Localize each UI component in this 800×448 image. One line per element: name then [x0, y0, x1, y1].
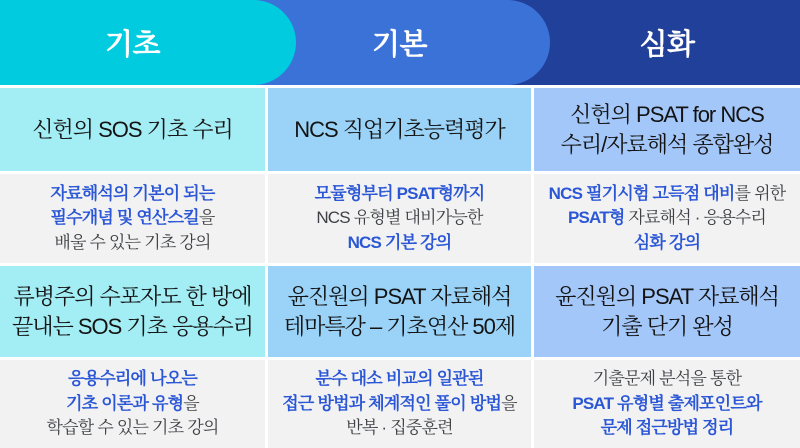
course-desc-basic-2 [0, 360, 265, 448]
course-title: 윤진원의 PSAT 자료해석 [287, 283, 512, 309]
desc-line: 학습할 수 있는 기초 강의 [46, 418, 219, 438]
desc-line: 문제 접근방법 정리 [600, 418, 734, 438]
course-title: 윤진원의 PSAT 자료해석 [555, 283, 779, 309]
desc-line: 심화 강의 [633, 232, 701, 252]
course-desc-standard-1 [268, 174, 531, 263]
desc-line: NCS 필기시험 고득점 대비를 위한 [548, 183, 786, 203]
level-label-basic: 기초 [104, 29, 161, 61]
desc-line: 접근 방법과 체계적인 풀이 방법을 [282, 393, 517, 413]
course-cell-standard-1 [268, 88, 531, 171]
level-header [0, 0, 800, 85]
course-grid [0, 88, 800, 448]
course-cell-basic-1 [0, 88, 265, 171]
course-title: 신헌의 SOS 기초 수리 [32, 116, 233, 142]
desc-line: 기초 이론과 유형을 [66, 393, 199, 413]
course-title: 류병주의 수포자도 한 방에 [13, 283, 252, 309]
desc-line: 반복 · 집중훈련 [346, 418, 453, 438]
desc-line: 응용수리에 나오는 [68, 369, 197, 389]
course-title: 수리/자료해석 종합완성 [560, 131, 774, 157]
desc-line: NCS 기본 강의 [347, 232, 452, 252]
course-desc-advanced-1 [534, 174, 800, 263]
course-title: 기출 단기 완성 [601, 313, 733, 339]
desc-line: 자료해석의 기본이 되는 [50, 183, 215, 203]
level-labels [0, 0, 800, 85]
desc-line: 배울 수 있는 기초 강의 [54, 232, 211, 252]
course-cell-advanced-1 [534, 88, 800, 171]
level-label-standard: 기본 [371, 29, 428, 61]
course-desc-basic-1 [0, 174, 265, 263]
course-title: 테마특강 – 기초연산 50제 [283, 313, 516, 339]
course-desc-advanced-2 [534, 360, 800, 448]
desc-line: NCS 유형별 대비가능한 [316, 208, 483, 228]
level-label-advanced: 심화 [639, 29, 695, 61]
course-cell-basic-2 [0, 266, 265, 357]
desc-line: 기출문제 분석을 통한 [592, 369, 742, 389]
course-title: 신헌의 PSAT for NCS [570, 101, 764, 127]
desc-line: PSAT형 자료해석 · 응용수리 [567, 208, 767, 228]
course-cell-standard-2 [268, 266, 531, 357]
course-desc-standard-2 [268, 360, 531, 448]
course-title: 끝내는 SOS 기초 응용수리 [11, 313, 254, 339]
course-title: NCS 직업기초능력평가 [294, 116, 505, 142]
desc-line: PSAT 유형별 출제포인트와 [572, 393, 762, 413]
desc-line: 모듈형부터 PSAT형까지 [314, 183, 485, 203]
desc-line: 필수개념 및 연산스킬을 [50, 208, 215, 228]
desc-line: 분수 대소 비교의 일관된 [315, 369, 484, 389]
course-cell-advanced-2 [534, 266, 800, 357]
